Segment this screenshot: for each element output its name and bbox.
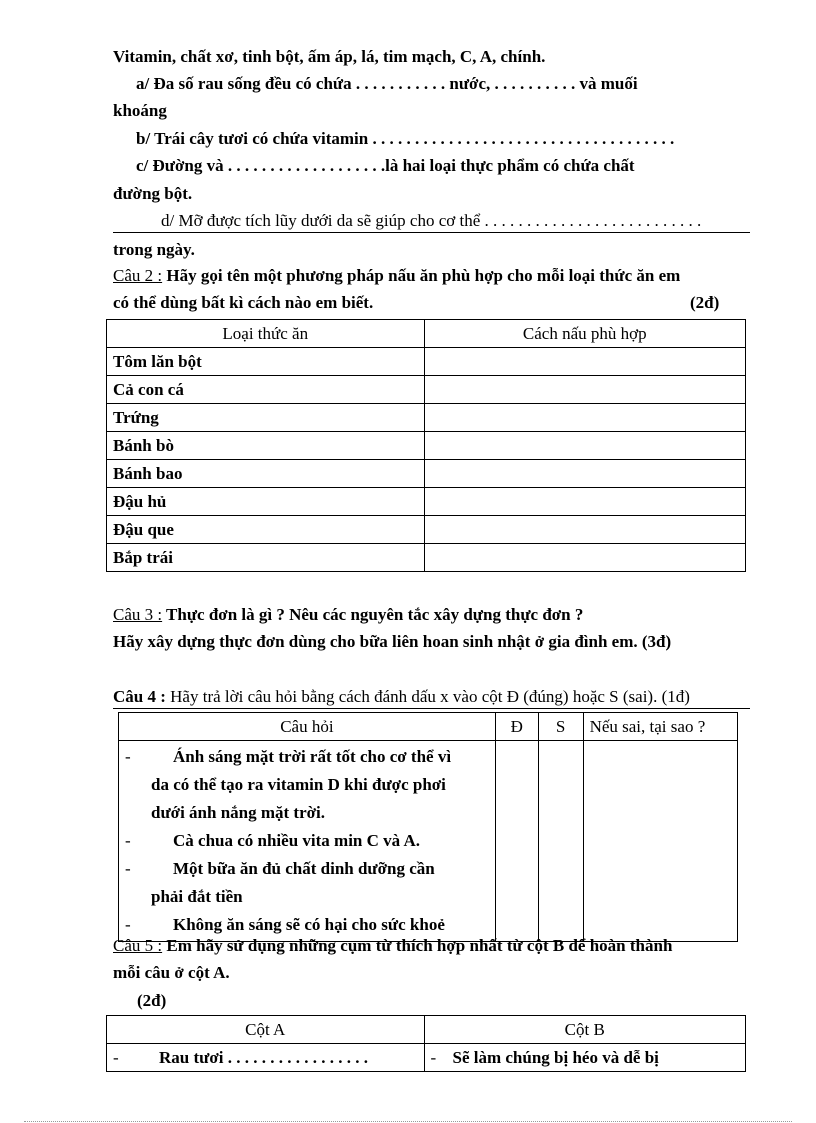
question-text: da có thể tạo ra vitamin D khi được phơi: [151, 775, 446, 794]
food-cell: Đậu que: [107, 516, 425, 544]
method-cell[interactable]: [424, 544, 746, 572]
true-cell[interactable]: [495, 741, 538, 942]
food-cell: Bánh bao: [107, 460, 425, 488]
q1-d-line2: trong ngày.: [113, 240, 195, 259]
table-row: [119, 741, 738, 942]
col-header-false: S: [538, 713, 583, 741]
col-header-question: Câu hỏi: [119, 713, 496, 741]
question-item-2: [125, 827, 489, 855]
table-row: [107, 460, 746, 488]
question-text: Một bữa ăn đủ chất dinh dưỡng cần: [173, 859, 435, 878]
question-item-1: [125, 743, 489, 771]
table-header-row: [107, 1016, 746, 1044]
question-item-3: [125, 855, 489, 883]
food-cell: Cả con cá: [107, 376, 425, 404]
bullet-dash: -: [430, 1047, 437, 1067]
table-row: [107, 488, 746, 516]
q2-points: (2đ): [690, 293, 720, 312]
question-cell: [119, 741, 496, 942]
method-cell[interactable]: [424, 404, 746, 432]
why-cell[interactable]: [583, 741, 737, 942]
col-b-cell: [424, 1044, 746, 1072]
bullet-dash: -: [125, 831, 131, 850]
bullet-dash: -: [125, 747, 131, 766]
q5-label: Câu 5 :: [113, 936, 163, 955]
false-cell[interactable]: [538, 741, 583, 942]
q1-c-line2: đường bột.: [113, 184, 193, 203]
table-row: [107, 348, 746, 376]
method-cell[interactable]: [424, 516, 746, 544]
question-text: dưới ánh nắng mặt trời.: [151, 803, 326, 822]
q5-table: [106, 1015, 746, 1072]
page-break-line: [24, 1121, 792, 1122]
q4-heading: [113, 686, 750, 709]
q3-text: Thực đơn là gì ? Nêu các nguyên tắc xây dựng thực đơn ?: [162, 605, 584, 624]
table-row: [107, 1044, 746, 1072]
method-cell[interactable]: [424, 460, 746, 488]
bullet-dash: -: [125, 859, 131, 878]
table-header-row: [107, 320, 746, 348]
method-cell[interactable]: [424, 488, 746, 516]
q2-text: Hãy gọi tên một phương pháp nấu ăn phù hợp cho mỗi loại thức ăn em: [162, 266, 681, 285]
q5-text-line2: mỗi câu ở cột A.: [113, 963, 230, 982]
q1-d-line1: d/ Mỡ được tích lũy dưới da sẽ giúp cho cơ thể . . . . . . . . . . . . . . . . . . . . . . . . . .: [113, 210, 750, 233]
table-header-row: [119, 713, 738, 741]
col-header-a: Cột A: [107, 1016, 425, 1044]
q2-label: Câu 2 :: [113, 266, 163, 285]
col-a-cell: [107, 1044, 425, 1072]
food-cell: Bánh bò: [107, 432, 425, 460]
q4-label: Câu 4 :: [113, 687, 166, 706]
q5-text: Em hãy sử dụng những cụm từ thích hợp nhất từ cột B để hoàn thành: [162, 936, 673, 955]
method-cell[interactable]: [424, 348, 746, 376]
col-b-text: Sẽ làm chúng bị héo và dễ bị: [452, 1047, 659, 1067]
question-text: Không ăn sáng sẽ có hại cho sức khoẻ: [173, 915, 445, 934]
question-text: Cà chua có nhiều vita min C và A.: [173, 831, 420, 850]
col-header-food: Loại thức ăn: [107, 320, 425, 348]
table-row: [107, 432, 746, 460]
table-row: [107, 376, 746, 404]
q1-a-line2: khoáng: [113, 101, 167, 120]
q4-table: [118, 712, 738, 942]
q2-text-line2: có thể dùng bất kì cách nào em biết.: [113, 293, 374, 312]
method-cell[interactable]: [424, 432, 746, 460]
q2-table: [106, 319, 746, 572]
q3-label: Câu 3 :: [113, 605, 163, 624]
col-header-true: Đ: [495, 713, 538, 741]
food-cell: Bắp trái: [107, 544, 425, 572]
col-header-why: Nếu sai, tại sao ?: [583, 713, 737, 741]
question-text: Ánh sáng mặt trời rất tốt cho cơ thể vì: [173, 747, 452, 766]
food-cell: Đậu hủ: [107, 488, 425, 516]
q3-heading: [113, 604, 583, 626]
q1-c-line1: c/ Đường và . . . . . . . . . . . . . . . . . . .là hai loại thực phẩm có chứa chất: [136, 156, 635, 175]
table-row: [107, 516, 746, 544]
q4-text: Hãy trả lời câu hỏi bằng cách đánh dấu x vào cột Đ (đúng) hoặc S (sai). (1đ): [165, 687, 690, 706]
question-text: phải đắt tiền: [151, 887, 243, 906]
method-cell[interactable]: [424, 376, 746, 404]
q5-heading: [113, 935, 672, 957]
q5-points: (2đ): [137, 991, 167, 1010]
table-row: [107, 404, 746, 432]
q2-heading: [113, 265, 680, 287]
food-cell: Trứng: [107, 404, 425, 432]
bullet-dash: -: [125, 915, 131, 934]
table-row: [107, 544, 746, 572]
word-bank: Vitamin, chất xơ, tinh bột, ấm áp, lá, tim mạch, C, A, chính.: [113, 47, 546, 66]
col-a-text: Rau tươi . . . . . . . . . . . . . . . . .: [159, 1047, 368, 1067]
q1-b-line: b/ Trái cây tươi có chứa vitamin . . . . . . . . . . . . . . . . . . . . . . . . . . . . . . . . . . . .: [136, 129, 675, 148]
col-header-b: Cột B: [424, 1016, 746, 1044]
q3-text-line2: Hãy xây dựng thực đơn dùng cho bữa liên hoan sinh nhật ở gia đình em. (3đ): [113, 632, 672, 651]
col-header-method: Cách nấu phù hợp: [424, 320, 746, 348]
q1-a-line1: a/ Đa số rau sống đều có chứa . . . . . . . . . . . nước, . . . . . . . . . . và muối: [136, 74, 638, 93]
bullet-dash: -: [113, 1047, 119, 1067]
food-cell: Tôm lăn bột: [107, 348, 425, 376]
